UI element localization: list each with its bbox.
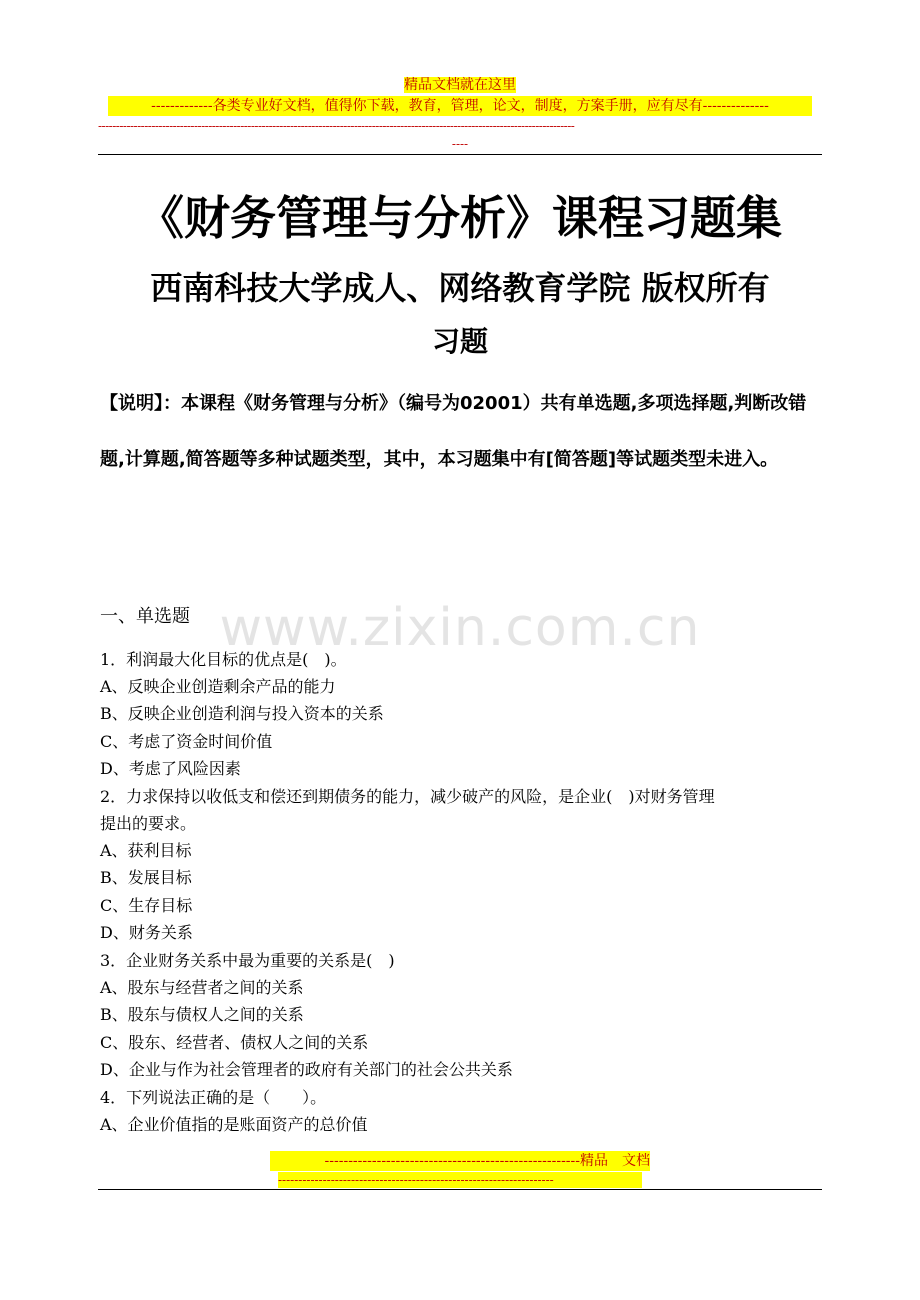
header-dash-line: -------------------------------------------------------------------------------------------------------------------------------------- bbox=[98, 119, 575, 133]
option-item: A、获利目标 bbox=[100, 841, 192, 860]
watermark: www.zixin.com.cn bbox=[219, 598, 701, 658]
option-item: D、考虑了风险因素 bbox=[100, 759, 241, 778]
option-item: B、反映企业创造利润与投入资本的关系 bbox=[100, 704, 384, 723]
question-stem: 3．企业财务关系中最为重要的关系是( ) bbox=[100, 951, 395, 970]
document-subtitle-2: 习题 bbox=[431, 325, 488, 358]
intro-paragraph: 【说明】：本课程《财务管理与分析》（编号为02001）共有单选题,多项选择题,判断改错题,计算题,简答题等多种试题类型，其中，本习题集中有[简答题]等试题类型未进入。 bbox=[100, 393, 807, 470]
question-stem: 1．利润最大化目标的优点是( )。 bbox=[100, 650, 347, 669]
option-item: A、反映企业创造剩余产品的能力 bbox=[100, 677, 336, 696]
footer-rule bbox=[98, 1189, 822, 1190]
option-item: C、股东、经营者、债权人之间的关系 bbox=[100, 1033, 369, 1052]
option-item: B、发展目标 bbox=[100, 868, 192, 887]
header-dash-tail: ---- bbox=[451, 137, 469, 151]
question-stem-continued: 提出的要求。 bbox=[100, 814, 197, 833]
option-item: C、考虑了资金时间价值 bbox=[100, 732, 273, 751]
option-item: D、企业与作为社会管理者的政府有关部门的社会公共关系 bbox=[100, 1060, 513, 1079]
section-heading: 一、单选题 bbox=[100, 606, 190, 627]
footer-label: ------------------------------------------------------精品 文档 bbox=[270, 1151, 650, 1171]
option-item: B、股东与债权人之间的关系 bbox=[100, 1005, 304, 1024]
option-item: C、生存目标 bbox=[100, 896, 193, 915]
header-top-label-text: 精品文档就在这里 bbox=[404, 77, 516, 93]
question-stem: 4．下列说法正确的是（ ）。 bbox=[100, 1088, 327, 1107]
option-item: D、财务关系 bbox=[100, 923, 193, 942]
option-item: A、股东与经营者之间的关系 bbox=[100, 978, 304, 997]
footer-dash-line: -------------------------------------------------------------------- bbox=[278, 1172, 642, 1188]
document-title: 《财务管理与分析》课程习题集 bbox=[138, 191, 782, 245]
header-tagline: -------------各类专业好文档，值得你下载，教育，管理，论文，制度，方案手册，应有尽有-------------- bbox=[108, 96, 812, 116]
option-item: A、企业价值指的是账面资产的总价值 bbox=[100, 1115, 368, 1134]
document-subtitle: 西南科技大学成人、网络教育学院 版权所有 bbox=[150, 269, 770, 307]
header-top-label bbox=[0, 76, 920, 94]
header-rule bbox=[98, 154, 822, 155]
question-stem: 2．力求保持以收低支和偿还到期债务的能力，减少破产的风险，是企业( )对财务管理 bbox=[100, 787, 715, 806]
